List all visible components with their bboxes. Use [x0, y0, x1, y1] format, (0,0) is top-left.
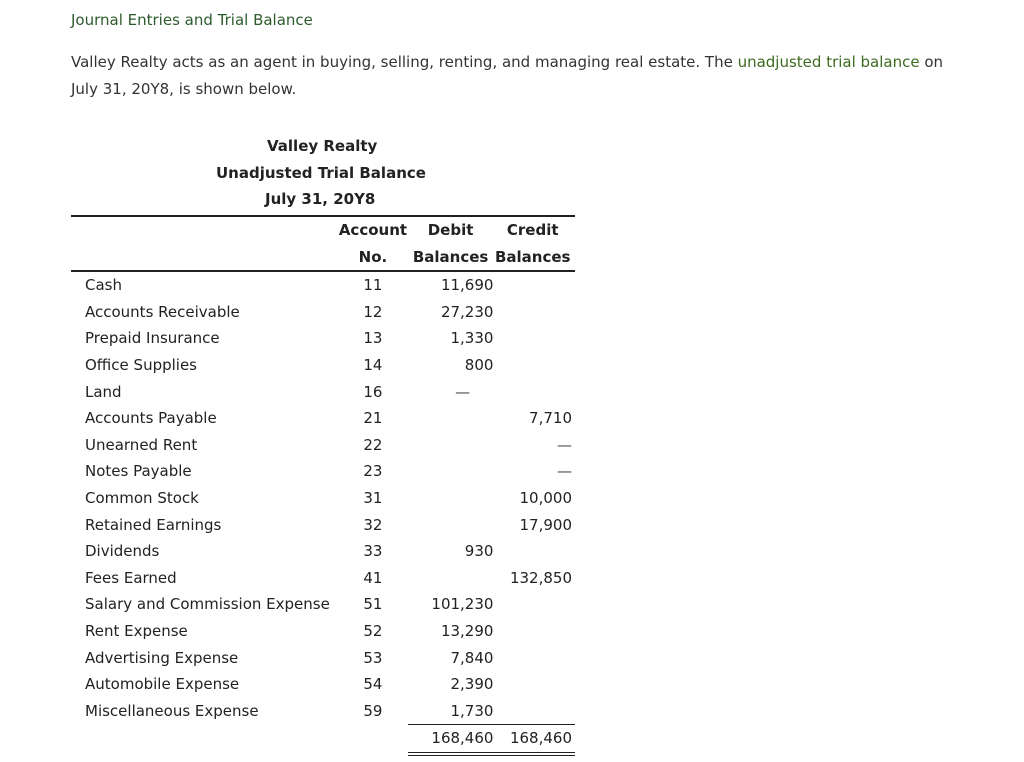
account-name: Dividends: [85, 542, 160, 561]
account-number: 59: [363, 701, 383, 720]
totals-blank: [338, 725, 408, 754]
account-name: Cash: [85, 276, 122, 295]
debit-balance: 800: [464, 355, 494, 374]
account-number: 33: [363, 542, 383, 561]
trial-balance-table: [71, 215, 575, 756]
intro-paragraph: [71, 49, 971, 103]
account-number: 21: [363, 409, 383, 428]
account-name: Advertising Expense: [85, 648, 239, 667]
debit-balance: [408, 485, 494, 512]
debit-balance: 7,840: [450, 648, 494, 667]
account-number: 31: [363, 488, 383, 507]
account-number: 32: [363, 515, 383, 534]
debit-balance: —: [455, 382, 471, 401]
credit-balance: [493, 591, 575, 618]
debit-balance: [408, 512, 494, 539]
account-number: 12: [363, 302, 383, 321]
header-blank: [71, 244, 338, 272]
header-blank: [71, 216, 338, 244]
account-number: 52: [363, 621, 383, 640]
debit-balance: 930: [464, 542, 494, 561]
table-row: [71, 325, 575, 352]
account-number: 54: [363, 675, 383, 694]
credit-balance: [493, 538, 575, 565]
account-number: 51: [363, 595, 383, 614]
account-number: 41: [363, 568, 383, 587]
account-name: Notes Payable: [85, 462, 192, 481]
debit-balance: 11,690: [440, 276, 494, 295]
total-credit: 168,460: [493, 725, 575, 754]
credit-balance: [493, 325, 575, 352]
debit-balance: [408, 405, 494, 432]
debit-balance: 1,730: [450, 701, 494, 720]
table-row: [71, 565, 575, 592]
account-name: Miscellaneous Expense: [85, 701, 259, 720]
account-name: Automobile Expense: [85, 675, 240, 694]
totals-blank: [71, 725, 338, 754]
table-row: [71, 379, 575, 406]
table-row: [71, 432, 575, 459]
account-name: Common Stock: [85, 488, 199, 507]
table-row: [71, 671, 575, 698]
account-name: Retained Earnings: [85, 515, 222, 534]
table-header-row: [71, 244, 575, 272]
header-credit: Credit: [493, 216, 575, 244]
account-name: Accounts Receivable: [85, 302, 240, 321]
intro-text-before: Valley Realty acts as an agent in buying, selling, renting, and managing real estate. The: [71, 53, 738, 71]
statement-name: Unadjusted Trial Balance: [216, 164, 426, 182]
header-debit: Debit: [408, 216, 494, 244]
company-name: Valley Realty: [267, 137, 378, 155]
total-debit: 168,460: [408, 725, 494, 754]
account-number: 11: [363, 276, 383, 295]
account-number: 53: [363, 648, 383, 667]
debit-balance: [408, 565, 494, 592]
account-name: Prepaid Insurance: [85, 329, 220, 348]
account-name: Salary and Commission Expense: [85, 595, 330, 614]
table-row: [71, 299, 575, 326]
account-name: Fees Earned: [85, 568, 177, 587]
table-row: [71, 485, 575, 512]
table-row: [71, 271, 575, 299]
debit-balance: [408, 458, 494, 485]
debit-balance: 1,330: [450, 329, 494, 348]
table-row: [71, 645, 575, 672]
credit-balance: 10,000: [519, 488, 572, 507]
unadjusted-trial-balance-link[interactable]: unadjusted trial balance: [737, 53, 920, 71]
debit-balance: 2,390: [450, 675, 494, 694]
header-debit-balances: Balances: [408, 244, 494, 272]
intro-text-after: on July 31, 20Y8, is shown below.: [71, 53, 944, 98]
account-name: Office Supplies: [85, 355, 198, 374]
table-row: [71, 512, 575, 539]
debit-balance: 13,290: [440, 621, 494, 640]
header-no: No.: [338, 244, 408, 272]
account-number: 16: [363, 382, 383, 401]
table-row: [71, 591, 575, 618]
table-row: [71, 458, 575, 485]
account-name: Unearned Rent: [85, 435, 198, 454]
table-header-row: [71, 216, 575, 244]
credit-balance: [493, 645, 575, 672]
credit-balance: [493, 698, 575, 725]
account-name: Accounts Payable: [85, 409, 217, 428]
credit-balance: 7,710: [529, 409, 572, 428]
table-row: [71, 618, 575, 645]
account-name: Land: [85, 382, 122, 401]
table-row: [71, 698, 575, 725]
credit-balance: [493, 271, 575, 299]
debit-balance: [408, 432, 494, 459]
credit-balance: [493, 352, 575, 379]
credit-balance: [493, 379, 575, 406]
debit-balance: 101,230: [431, 595, 494, 614]
credit-balance: [493, 618, 575, 645]
account-number: 23: [363, 462, 383, 481]
table-row: [71, 352, 575, 379]
account-number: 13: [363, 329, 383, 348]
credit-balance: [493, 671, 575, 698]
table-row: [71, 405, 575, 432]
credit-balance: 17,900: [519, 515, 572, 534]
table-row: [71, 538, 575, 565]
statement-date: July 31, 20Y8: [265, 190, 376, 208]
page-title: Journal Entries and Trial Balance: [71, 11, 313, 29]
account-number: 14: [363, 355, 383, 374]
account-name: Rent Expense: [85, 621, 188, 640]
credit-balance: —: [557, 435, 572, 454]
credit-balance: 132,850: [509, 568, 572, 587]
credit-balance: [493, 299, 575, 326]
debit-balance: 27,230: [440, 302, 494, 321]
account-number: 22: [363, 435, 383, 454]
totals-row: [71, 725, 575, 754]
header-account: Account: [338, 216, 408, 244]
credit-balance: —: [557, 462, 572, 481]
header-credit-balances: Balances: [493, 244, 575, 272]
